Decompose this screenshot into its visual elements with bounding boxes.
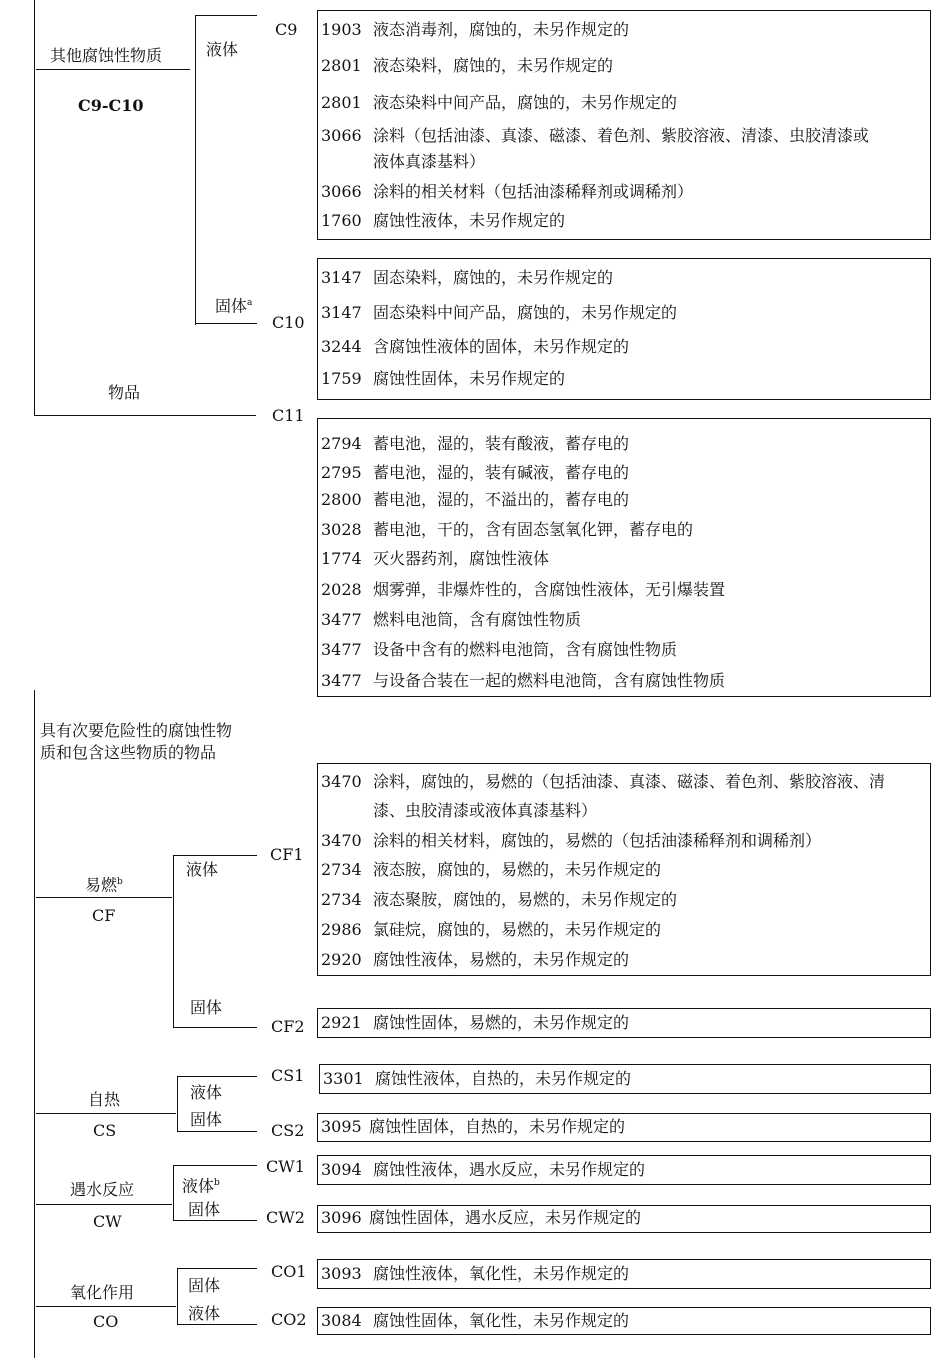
branch-line-cf <box>173 855 174 1028</box>
list-item: 2028 烟雾弹，非爆炸性的，含腐蚀性液体，无引爆装置 <box>321 580 726 599</box>
code-c10: C10 <box>272 313 305 332</box>
code-cs1: CS1 <box>271 1066 305 1085</box>
branch-co1 <box>177 1268 257 1269</box>
label-liquid-c9: 液体 <box>206 40 239 59</box>
label-solid-cw: 固体 <box>188 1200 221 1219</box>
code-cs2: CS2 <box>271 1121 305 1140</box>
group-label-other-corrosive: 其他腐蚀性物质 <box>50 46 163 65</box>
label-solid-co: 固体 <box>188 1276 221 1295</box>
branch-cf1 <box>173 855 257 856</box>
list-item: 3066 涂料（包括油漆、真漆、磁漆、着色剂、紫胶溶液、清漆、虫胶清漆或 <box>321 126 870 145</box>
list-item: 液体真漆基料） <box>373 152 486 171</box>
list-item: 3028 蓄电池，干的，含有固态氢氧化钾，蓄存电的 <box>321 520 694 539</box>
label-self-heating: 自热 <box>88 1090 121 1109</box>
cf-divider <box>36 897 172 898</box>
list-item: 3470 涂料，腐蚀的，易燃的（包括油漆、真漆、磁漆、着色剂、紫胶溶液、清 <box>321 772 886 791</box>
list-item: 2795 蓄电池，湿的，装有碱液，蓄存电的 <box>321 463 630 482</box>
code-co1: CO1 <box>271 1262 307 1281</box>
list-item: 2920 腐蚀性液体，易燃的，未另作规定的 <box>321 950 630 969</box>
cw-divider <box>36 1204 172 1205</box>
branch-cs2 <box>177 1131 257 1132</box>
cs2-box <box>317 1113 931 1142</box>
co-divider <box>36 1306 176 1307</box>
list-item: 2734 液态胺，腐蚀的，易燃的，未另作规定的 <box>321 860 662 879</box>
main-trunk-line-bottom <box>34 690 35 1358</box>
label-articles: 物品 <box>108 383 141 402</box>
label-solid-c10: 固体$^a$ <box>215 296 253 316</box>
list-item: 3301 腐蚀性液体，自热的，未另作规定的 <box>323 1069 632 1088</box>
branch-line-cw <box>173 1165 174 1221</box>
list-item: 3094 腐蚀性液体，遇水反应，未另作规定的 <box>321 1160 646 1179</box>
code-cf1: CF1 <box>270 845 304 864</box>
code-c9: C9 <box>275 20 298 39</box>
list-item: 3066 涂料的相关材料（包括油漆稀释剂或调稀剂） <box>321 182 694 201</box>
label-solid-cf: 固体 <box>190 998 223 1017</box>
cf1-box <box>317 763 931 976</box>
label-flammable: 易燃$^b$ <box>85 875 123 895</box>
list-item: 3244 含腐蚀性液体的固体，未另作规定的 <box>321 337 630 356</box>
list-item: 3093 腐蚀性液体，氧化性，未另作规定的 <box>321 1264 630 1283</box>
cs-divider <box>36 1113 176 1114</box>
list-item: 3084 腐蚀性固体，氧化性，未另作规定的 <box>321 1311 630 1330</box>
list-item: 漆、虫胶清漆或液体真漆基料） <box>373 801 598 820</box>
c11-box <box>317 418 931 697</box>
label-liquid-cs: 液体 <box>190 1083 223 1102</box>
list-item: 3477 设备中含有的燃料电池筒，含有腐蚀性物质 <box>321 640 678 659</box>
code-co: CO <box>93 1312 119 1331</box>
list-item: 3096 腐蚀性固体，遇水反应，未另作规定的 <box>321 1208 642 1227</box>
list-item: 2800 蓄电池，湿的，不溢出的，蓄存电的 <box>321 490 630 509</box>
c9-box <box>317 10 931 240</box>
code-cf2: CF2 <box>271 1017 305 1036</box>
label-liquid-cw: 液体$^b$ <box>182 1176 220 1196</box>
co2-box <box>317 1307 931 1335</box>
branch-co2 <box>177 1324 257 1325</box>
list-item: 2801 液态染料中间产品，腐蚀的，未另作规定的 <box>321 93 678 112</box>
list-item: 3477 燃料电池筒，含有腐蚀性物质 <box>321 610 582 629</box>
branch-cs1 <box>177 1076 257 1077</box>
group-divider <box>36 69 190 70</box>
branch-c10-bottom <box>195 323 257 324</box>
co1-box <box>317 1259 931 1289</box>
list-item: 2734 液态聚胺，腐蚀的，易燃的，未另作规定的 <box>321 890 678 909</box>
code-cs: CS <box>93 1121 117 1140</box>
branch-line-c9-c10 <box>195 15 196 325</box>
code-cw: CW <box>93 1212 122 1231</box>
label-oxidizing: 氧化作用 <box>70 1283 135 1302</box>
list-item: 1774 灭火器药剂，腐蚀性液体 <box>321 549 550 568</box>
branch-line-cs <box>177 1076 178 1132</box>
list-item: 1760 腐蚀性液体，未另作规定的 <box>321 211 566 230</box>
list-item: 2921 腐蚀性固体，易燃的，未另作规定的 <box>321 1013 630 1032</box>
list-item: 2801 液态染料，腐蚀的，未另作规定的 <box>321 56 614 75</box>
main-trunk-line-top <box>34 0 35 416</box>
list-item: 2794 蓄电池，湿的，装有酸液，蓄存电的 <box>321 434 630 453</box>
branch-c11 <box>34 415 256 416</box>
branch-cw1 <box>173 1165 257 1166</box>
list-item: 3470 涂料的相关材料，腐蚀的，易燃的（包括油漆稀释剂和调稀剂） <box>321 831 822 850</box>
branch-cw2 <box>173 1220 257 1221</box>
list-item: 3477 与设备合装在一起的燃料电池筒，含有腐蚀性物质 <box>321 671 726 690</box>
branch-cf2 <box>173 1027 257 1028</box>
cw2-box <box>317 1205 931 1233</box>
code-cf: CF <box>92 906 116 925</box>
label-solid-cs: 固体 <box>190 1110 223 1129</box>
code-cw2: CW2 <box>266 1208 305 1227</box>
list-item: 3147 固态染料，腐蚀的，未另作规定的 <box>321 268 614 287</box>
list-item: 1759 腐蚀性固体，未另作规定的 <box>321 369 566 388</box>
cs1-box <box>319 1064 931 1094</box>
code-cw1: CW1 <box>266 1157 305 1176</box>
list-item: 3095 腐蚀性固体，自热的，未另作规定的 <box>321 1117 626 1136</box>
branch-c9-top <box>195 15 257 16</box>
code-c11: C11 <box>272 406 305 425</box>
list-item: 3147 固态染料中间产品，腐蚀的，未另作规定的 <box>321 303 678 322</box>
list-item: 1903 液态消毒剂，腐蚀的，未另作规定的 <box>321 20 630 39</box>
branch-line-co <box>177 1268 178 1325</box>
group-code-c9-c10: C9-C10 <box>78 96 144 115</box>
code-co2: CO2 <box>271 1310 307 1329</box>
cf2-box <box>317 1008 931 1038</box>
label-liquid-co: 液体 <box>188 1304 221 1323</box>
label-liquid-cf: 液体 <box>186 860 219 879</box>
c10-box <box>317 258 931 400</box>
cw1-box <box>317 1155 931 1185</box>
label-water-reactive: 遇水反应 <box>70 1180 135 1199</box>
list-item: 2986 氯硅烷，腐蚀的，易燃的，未另作规定的 <box>321 920 662 939</box>
sub-heading: 具有次要危险性的腐蚀性物质和包含这些物质的物品 <box>40 721 233 762</box>
